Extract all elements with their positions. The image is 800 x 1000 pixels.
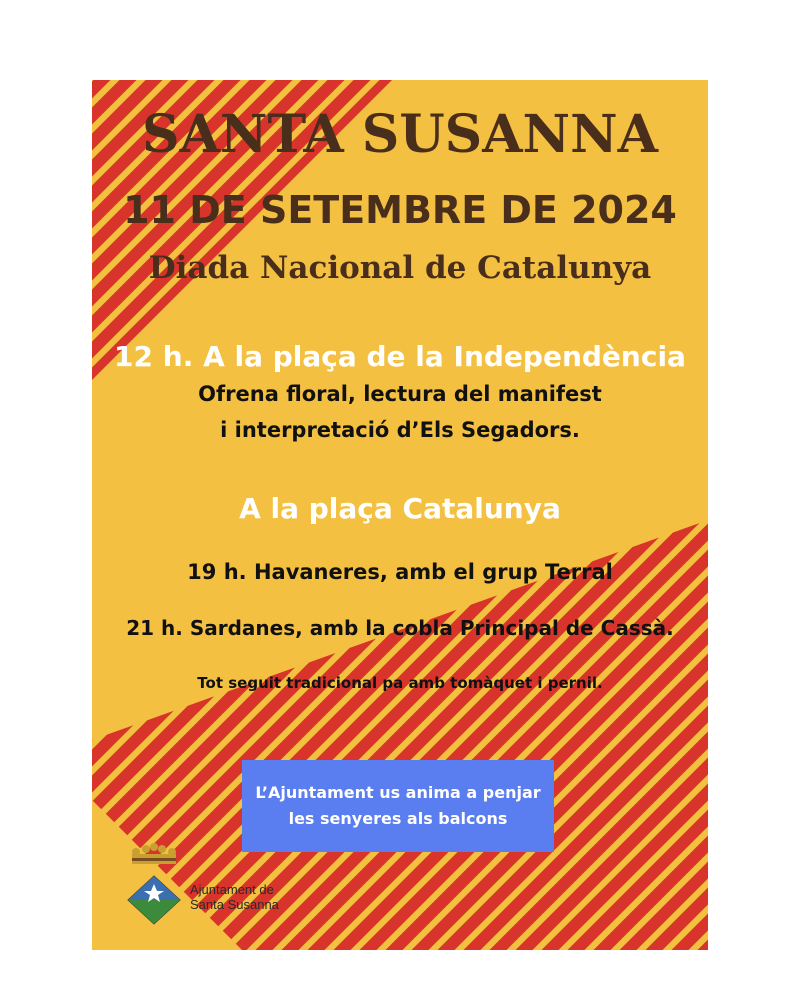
logo-caption <box>190 882 279 912</box>
logo-line2: Santa Susanna <box>190 897 279 912</box>
poster-title: SANTA SUSANNA <box>142 104 658 165</box>
event-date: 11 DE SETEMBRE DE 2024 <box>123 188 677 232</box>
logo-line1: Ajuntament de <box>190 882 274 897</box>
event2-heading: A la plaça Catalunya <box>239 492 561 525</box>
town-logo <box>124 842 374 932</box>
event2-item1: 19 h. Havaneres, amb el grup Terral <box>187 560 613 584</box>
poster-subtitle: Diada Nacional de Catalunya <box>148 250 652 286</box>
callout-line1: L’Ajuntament us anima a penjar <box>255 783 541 802</box>
callout-box <box>242 760 554 852</box>
event1-line2: i interpretació d’Els Segadors. <box>220 418 580 442</box>
event2-note: Tot seguit tradicional pa amb tomàquet i pernil. <box>197 674 603 692</box>
event1-heading: 12 h. A la plaça de la Independència <box>114 340 686 373</box>
event2-item2: 21 h. Sardanes, amb la cobla Principal de Cassà. <box>126 616 674 640</box>
municipal-coat-of-arms-icon <box>124 842 184 932</box>
event1-line1: Ofrena floral, lectura del manifest <box>198 382 602 406</box>
poster <box>92 80 708 950</box>
callout-line2: les senyeres als balcons <box>288 809 508 828</box>
